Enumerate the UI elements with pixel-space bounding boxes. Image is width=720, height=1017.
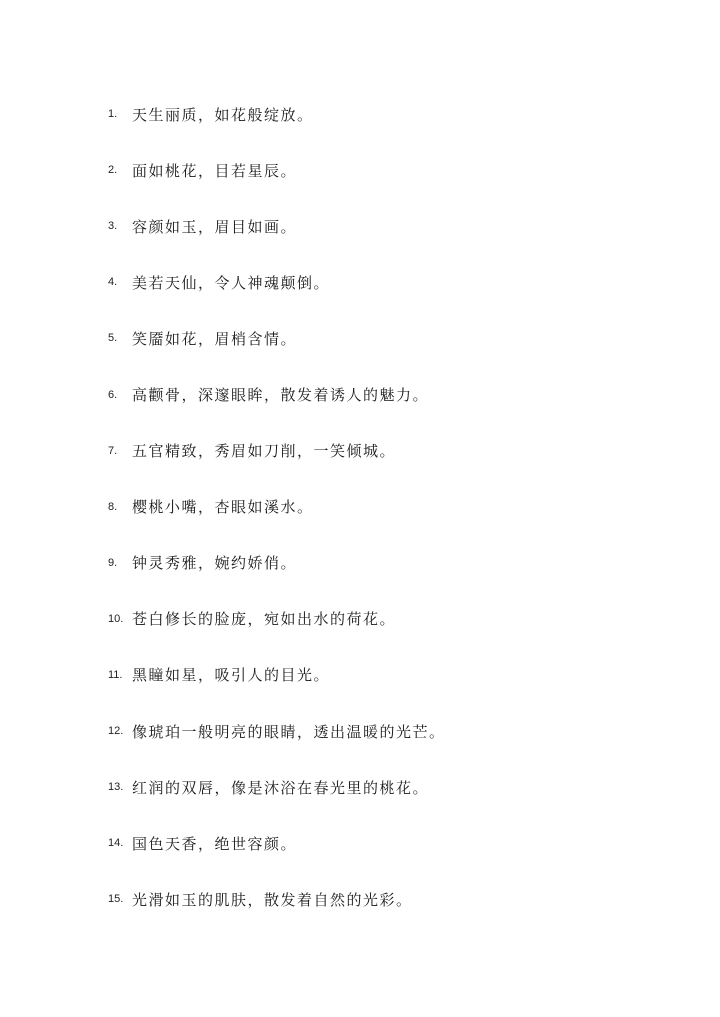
item-number: 14. (108, 837, 124, 850)
item-text: 苍白修长的脸庞，宛如出水的荷花。 (132, 610, 397, 629)
item-text: 樱桃小嘴，杏眼如溪水。 (132, 498, 314, 517)
item-number: 1. (108, 108, 118, 121)
item-text: 笑靥如花，眉梢含情。 (132, 329, 298, 348)
item-number: 6. (108, 388, 118, 401)
list-item (108, 366, 688, 422)
item-number: 10. (108, 612, 124, 625)
item-text: 钟灵秀雅，婉约娇俏。 (132, 554, 298, 573)
list-item (108, 254, 688, 310)
item-number: 8. (108, 500, 118, 513)
list-item (108, 591, 688, 647)
item-text: 高颧骨，深邃眼眸，散发着诱人的魅力。 (132, 386, 430, 405)
item-number: 13. (108, 781, 124, 794)
list-item (108, 703, 688, 759)
item-text: 光滑如玉的肌肤，散发着自然的光彩。 (132, 890, 413, 909)
item-number: 4. (108, 276, 118, 289)
item-number: 3. (108, 220, 118, 233)
item-number: 12. (108, 725, 124, 738)
item-number: 2. (108, 164, 118, 177)
item-text: 像琥珀一般明亮的眼睛，透出温暖的光芒。 (132, 722, 446, 741)
item-text: 美若天仙，令人神魂颠倒。 (132, 273, 331, 292)
list-item (108, 871, 688, 927)
list-item (108, 759, 688, 815)
list-item (108, 423, 688, 479)
item-text: 天生丽质，如花般绽放。 (132, 105, 314, 124)
list-item (108, 310, 688, 366)
list-item (108, 647, 688, 703)
list-item (108, 142, 688, 198)
item-number: 15. (108, 893, 124, 906)
item-text: 国色天香，绝世容颜。 (132, 834, 298, 853)
item-number: 5. (108, 332, 118, 345)
item-number: 7. (108, 444, 118, 457)
item-text: 五官精致，秀眉如刀削，一笑倾城。 (132, 442, 397, 461)
item-text: 红润的双唇，像是沐浴在春光里的桃花。 (132, 778, 430, 797)
item-number: 11. (108, 668, 123, 681)
item-text: 容颜如玉，眉目如画。 (132, 217, 298, 236)
list-item (108, 198, 688, 254)
phrase-list (108, 86, 688, 927)
list-item (108, 479, 688, 535)
list-item (108, 535, 688, 591)
list-item (108, 815, 688, 871)
item-text: 黑瞳如星，吸引人的目光。 (132, 666, 331, 685)
item-text: 面如桃花，目若星辰。 (132, 161, 298, 180)
list-item (108, 86, 688, 142)
item-number: 9. (108, 556, 118, 569)
